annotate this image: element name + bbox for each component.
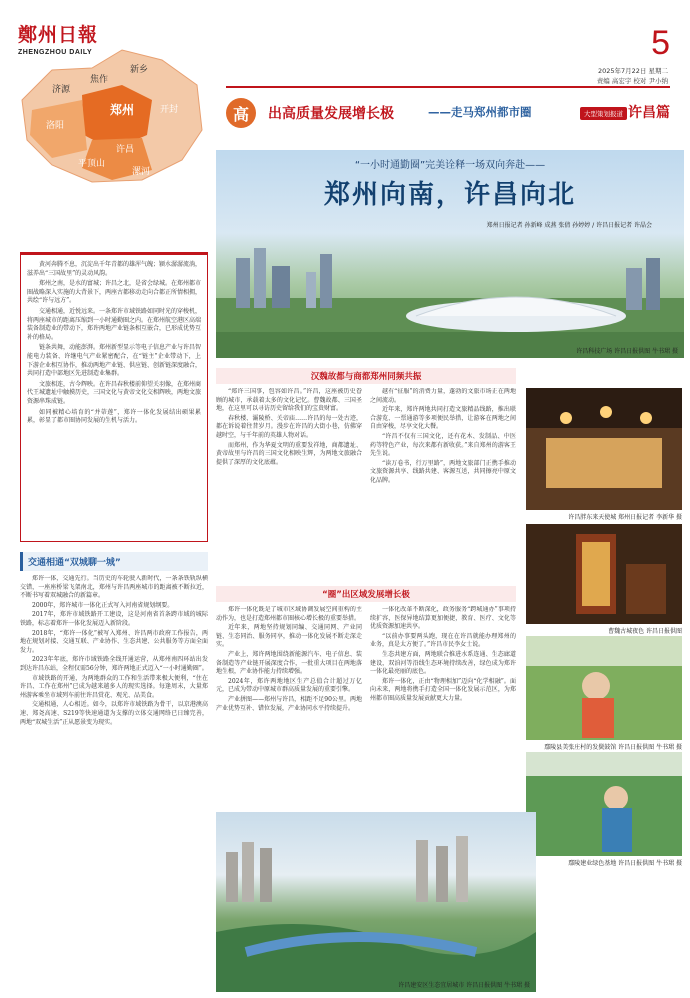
map-city-xuchang: 许昌 [116,145,135,155]
body-paragraph: 交通相通，人心相近。如今，以郑许市域铁路为骨干，以京港澳高速、郑尧高速、S219等快速通道为支撑的立体交通网络已日臻完善，两地“双城生活”正从愿景变为现实。 [20,701,208,726]
lead-paragraph: 郑州之南，是水的富城；许昌之北，是省会绿城。在郑州都市圈战略深入实施的大背景下，两座古都移动走向合都正所情相拥，共绘“许与远方”。 [27,280,202,305]
body-paragraph: 春秋楼、灞陵桥、关帝庙……许昌的每一处古迹，都在诉说着往昔岁月。漫步在许昌的大街小巷，仿佛穿越时空，与千年前的英雄人物对话。 [216,414,362,439]
series-city: 许昌篇 [628,105,670,121]
body-paragraph: 而郑州，作为华夏文明的重要发祥地，商都遗址、黄帝故里与许昌的三国文化相映生辉，为两地文旅融合提供了深厚的文化底蕴。 [216,441,362,466]
body-paragraph: “郑许三国事，包容如许昌。”许昌，这座被历史眷顾的城市，承载着太多的文化记忆。曹魏故都、三国圣地，在这里可以寻访历史留给我们的宝贵财富。 [216,388,362,413]
series-banner [222,96,674,130]
header-divider [226,86,670,88]
series-logo-icon: 高 [226,98,256,128]
photo-angel-city-caption: 许昌胖东来天使城 郑州日报记者 李新华 摄 [568,514,682,521]
photo-village-caption: 鄢陵县美张庄村的发鬓鼓馆 许昌日报供图 牛书珺 摄 [544,744,682,751]
body-paragraph: 生态共建方面，两地联合推进水系连通、生态廊道建设，双洎河等沿线生态环境持续改善，绿色成为郑许一体化最亮丽的底色。 [370,650,516,676]
body-paragraph: 越有“征服”的消费力量，蓬勃的文旅市场正在两地之间流动。 [370,388,516,404]
body-paragraph: 近年来，郑许两地共同打造文旅精品线路，推出联合游览、一票通游等多项便民举措，让游客在两地之间自由穿梭，尽享文化大餐。 [370,406,516,431]
body-paragraph: 2018年，“郑许一体化”被写入郑州、许昌两市政府工作报告，两地在规划对接、交通互联、产业协作、生态共建、公共服务等方面全面发力。 [20,629,208,654]
body-paragraph: “读万卷书，行万里路”，两地文旅部门正携手推动文旅资源共享、线路共建、客源互送，共同擦亮中原文化品牌。 [370,459,516,484]
body-paragraph: 2017年，郑许市域铁路开工建设，这是河南省首条跨市域的城际铁路，标志着郑许一体化发展迈入新阶段。 [20,611,208,627]
text-column [370,606,516,836]
photo-village-image [526,636,682,740]
hero-headline: 郑州向南，许昌向北 [323,180,576,210]
body-paragraph: 郑许一体化既是了城市区域协调发展空间重构的主动作为，也是打造郑州都市圈核心增长极的重要举措。 [216,606,362,622]
body-paragraph: 2024年，郑许两地地区生产总值合计超过万亿元，已成为带动中原城市群高质量发展的重要引擎。 [216,677,362,694]
bottom-panorama-caption: 许昌建安区生态宜居城市 许昌日报供图 牛书珺 摄 [398,982,530,989]
section-heading-culture: 汉魏故都与商都郑州同频共振 [216,368,516,384]
center-article [216,368,516,836]
series-subtitle: ——走马郑州都市圈 [428,105,532,119]
body-paragraph: 一体化改革不断深化，政务服务“跨城通办”事项持续扩容，医保异地结算更加便捷，教育、医疗、文化等优质资源加速共享。 [370,606,516,631]
body-paragraph: 市域铁路的开通，为两地群众的工作和生活带来极大便利，“住在许昌、工作在郑州”已成为越来越多人的现实选择。每逢周末，大量郑州游客乘坐市域列车前往许昌赏花、观光、品美食。 [20,674,208,699]
text-column [370,388,516,578]
logo-chinese: 鄭州日報 [18,24,99,46]
hero-kicker: “一小时通勤圈”完美诠释一场双向奔赴—— [354,160,546,171]
text-column [216,388,362,578]
lead-paragraph: 链条共舞，动能澎湃。郑州新型显示等电子信息产业与许昌智能电力装备、许继电气产业紧密配合，在“链主”企业带动下，上下游企业相互协作，推动两地产业链、供应链、创新链深度融合，共同打造中部地区先进制造业集群。 [27,344,202,378]
hero-photo-caption: 许昌科技广场 许昌日报供图 牛书珺 摄 [576,348,678,355]
metro-area-map [12,40,212,190]
lead-paragraph: 如同被精心培育的“并蒂莲”，郑许一体化发展结出硕果累累，彰显了都市圈协同发展的生机与活力。 [27,408,201,425]
body-paragraph: 近年来，两地坚持规划同编、交通同网、产业同链、生态同治、服务同享，推动一体化发展不断走深走实。 [216,624,362,649]
map-city-jiaozuo: 焦作 [90,75,109,85]
hero-byline: 郑州日报记者 孙新峰 成燕 张倩 孙婷婷 / 许昌日报记者 许晶会 [486,222,652,229]
section-heading-growth: “圈”出区域发展增长极 [216,586,516,602]
lead-paragraph: 黄河奔腾不息，沉淀出千年青都的雄浑气魄；颍水潺潺流淌，滋养出“三国故里”的灵动风韵。 [27,261,202,277]
photo-angel-city [526,388,682,510]
date-line [597,66,668,86]
map-city-jiyuan: 济源 [52,85,71,95]
growth-columns [216,606,516,836]
series-title: 出高质量发展增长极 [268,106,394,122]
logo-english: ZHENGZHOU DAILY [18,49,93,56]
map-city-kaifeng: 开封 [160,105,179,115]
issue-date: 2025年7月22日 星期二 [597,67,668,75]
lead-paragraph: 交通相通，近悦远来。一条郑许市域铁路如同时光的穿梭机，将两座城市的距离压缩到一小时通勤圈之内。在郑州航空港区高端装备制造业的带动下，郑许两地产业链条相互嵌合，已形成优势互补的格局。 [27,307,202,341]
editor-credits: 责编 高宏宇 校对 尹小纳 [596,77,668,85]
hero-skyline-photo [216,228,684,358]
transport-body [20,575,208,963]
photo-green-base-image [526,752,682,856]
body-paragraph: “许昌不仅有三国文化，还有花木、发制品、中医药等特色产业，每次来都有新收获。”来自郑州的游客王先生说。 [370,432,516,458]
page-number: 5 [651,24,670,62]
map-city-luohe: 漯河 [132,167,151,177]
section-heading-transport: 交通相通“双城聊一城” [20,552,208,571]
body-paragraph: 2023年年底，郑许市域铁路全线开通运营，从郑州南四环站出发到达许昌东站，全程仅需56分钟，郑许两地正式迈入“一小时通勤圈”。 [20,656,208,672]
photo-green-base-caption: 鄢陵建业绿色基地 许昌日报供图 牛书珺 摄 [568,860,682,867]
photo-ancient-city [526,524,682,624]
body-paragraph: 郑许一体，交通先行。当历史的车轮驶入新时代，一条条铁轨纵横交错，一座座桥梁飞架南北，郑州与许昌两座城市的距离被不断拉近，不断书写着双城融合的新篇章。 [20,575,208,600]
body-paragraph: 产业上，郑许两地围绕新能源汽车、电子信息、装备制造等产业链开展深度合作，一批重大项目在两地落地生根，产业协作能力持续增强。 [216,650,362,676]
lead-paragraphs [20,252,208,542]
photo-ancient-city-image [526,524,682,624]
map-city-luoyang: 洛阳 [46,121,65,131]
lead-paragraph: 文旅相连，古今辉映。在许昌春秋楼前仰望关羽像，在郑州商代王城遗址中触摸历史，三国文化与黄帝文化交相辉映，两地文旅资源串珠成链。 [27,380,202,405]
bottom-panorama-image [216,812,536,992]
body-paragraph: 2000年，郑许城市一体化正式写入河南省规划纲要。 [32,601,174,609]
body-paragraph: “以前办事要两头跑，现在在许昌就能办理郑州的业务，真是太方便了。”许昌市民李女士说。 [370,632,516,649]
photo-ancient-city-caption: 曹魏古城夜色 许昌日报供图 [608,628,682,635]
photo-angel-city-image [526,388,682,510]
map-city-zhengzhou: 郑州 [110,103,135,117]
photo-village [526,636,682,740]
left-column [20,252,208,963]
map-city-pingdingshan: 平顶山 [78,159,106,169]
bottom-panorama [216,812,536,992]
body-paragraph: 产业拼图——郑州与许昌，相距不足90公里。两地产业优势互补、错位发展，产业协同水平持续提升。 [216,695,362,712]
hero-section [216,150,684,358]
map-city-xinxiang: 新乡 [130,65,149,75]
culture-columns [216,388,516,578]
text-column [216,606,362,836]
body-paragraph: 郑许一体化，正由“物理相加”迈向“化学相融”。面向未来，两地将携手打造全国一体化发展示范区，为郑州都市圈高质量发展贡献更大力量。 [370,677,516,702]
photo-green-base [526,752,682,856]
series-tag: 大型策划报道 [580,107,627,120]
